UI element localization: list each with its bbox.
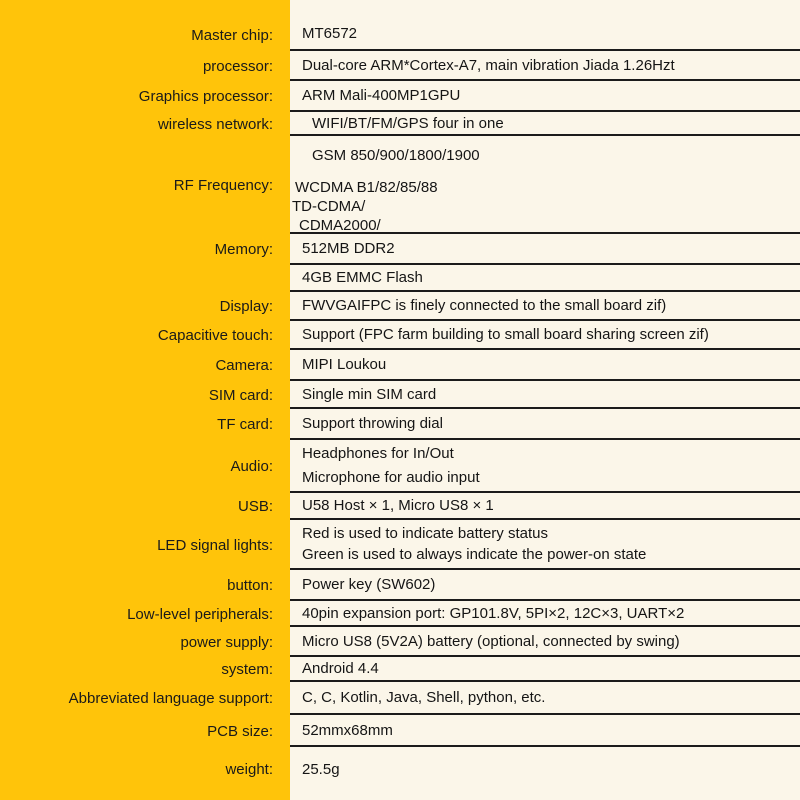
- row-low-level-peripherals: [0, 601, 800, 627]
- row-storage: [0, 265, 800, 292]
- row-master-chip: [0, 0, 800, 51]
- spec-value-line: Green is used to always indicate the power-on state: [302, 546, 647, 563]
- row-language-support: [0, 682, 800, 715]
- spec-value-line: Microphone for audio input: [302, 468, 480, 486]
- row-led-signal-lights: [0, 520, 800, 570]
- row-system: [0, 657, 800, 682]
- row-wireless-network: [0, 112, 800, 136]
- spec-value: Power key (SW602): [290, 570, 800, 601]
- spec-label: power supply:: [0, 627, 290, 657]
- spec-label: Graphics processor:: [0, 81, 290, 112]
- row-capacitive-touch: [0, 321, 800, 350]
- spec-value: 512MB DDR2: [290, 234, 800, 265]
- spec-value-line: GSM 850/900/1800/1900: [312, 147, 480, 164]
- spec-value: Android 4.4: [290, 657, 800, 682]
- row-processor: [0, 51, 800, 81]
- spec-label: wireless network:: [0, 112, 290, 136]
- spec-value-line: Headphones for In/Out: [302, 444, 454, 462]
- spec-label: SIM card:: [0, 381, 290, 409]
- row-rf-frequency: [0, 136, 800, 234]
- spec-value: 4GB EMMC Flash: [290, 265, 800, 292]
- spec-value-line: WCDMA B1/82/85/88: [295, 179, 438, 196]
- row-pcb-size: [0, 715, 800, 747]
- spec-value: 40pin expansion port: GP101.8V, 5PI×2, 12C×3, UART×2: [290, 601, 800, 627]
- row-audio: [0, 440, 800, 493]
- spec-label: Audio:: [0, 440, 290, 493]
- spec-value: [290, 520, 800, 570]
- spec-value: FWVGAIFPC is finely connected to the small board zif): [290, 292, 800, 321]
- spec-value: MT6572: [290, 0, 800, 51]
- spec-label: Master chip:: [0, 0, 290, 51]
- spec-value: [290, 136, 800, 234]
- row-power-supply: [0, 627, 800, 657]
- spec-label: Camera:: [0, 350, 290, 381]
- spec-label: Memory:: [0, 234, 290, 265]
- row-tf-card: [0, 409, 800, 440]
- spec-value: 25.5g: [290, 747, 800, 800]
- row-sim-card: [0, 381, 800, 409]
- row-button: [0, 570, 800, 601]
- spec-label: [0, 265, 290, 292]
- spec-label: button:: [0, 570, 290, 601]
- spec-value: U58 Host × 1, Micro US8 × 1: [290, 493, 800, 520]
- spec-value-line: Red is used to indicate battery status: [302, 525, 548, 542]
- spec-label: Capacitive touch:: [0, 321, 290, 350]
- spec-value: Micro US8 (5V2A) battery (optional, connected by swing): [290, 627, 800, 657]
- spec-value: Support (FPC farm building to small board sharing screen zif): [290, 321, 800, 350]
- spec-value: C, C, Kotlin, Java, Shell, python, etc.: [290, 682, 800, 715]
- spec-value: MIPI Loukou: [290, 350, 800, 381]
- spec-label: PCB size:: [0, 715, 290, 747]
- spec-label: Display:: [0, 292, 290, 321]
- row-usb: [0, 493, 800, 520]
- row-memory: [0, 234, 800, 265]
- spec-value: Support throwing dial: [290, 409, 800, 440]
- spec-label: weight:: [0, 747, 290, 800]
- spec-value: ARM Mali-400MP1GPU: [290, 81, 800, 112]
- spec-value-line: CDMA2000/: [299, 217, 381, 234]
- row-camera: [0, 350, 800, 381]
- spec-value: [290, 440, 800, 493]
- spec-label: RF Frequency:: [0, 136, 290, 234]
- spec-label: processor:: [0, 51, 290, 81]
- spec-value: Dual-core ARM*Cortex-A7, main vibration Jiada 1.26Hzt: [290, 51, 800, 81]
- spec-label: system:: [0, 657, 290, 682]
- spec-value: Single min SIM card: [290, 381, 800, 409]
- spec-label: LED signal lights:: [0, 520, 290, 570]
- row-display: [0, 292, 800, 321]
- spec-label: Abbreviated language support:: [0, 682, 290, 715]
- spec-value: 52mmx68mm: [290, 715, 800, 747]
- row-graphics-processor: [0, 81, 800, 112]
- spec-value: WIFI/BT/FM/GPS four in one: [290, 112, 800, 136]
- spec-value-line: TD-CDMA/: [292, 198, 366, 215]
- row-weight: [0, 747, 800, 800]
- spec-label: Low-level peripherals:: [0, 601, 290, 627]
- spec-label: TF card:: [0, 409, 290, 440]
- spec-label: USB:: [0, 493, 290, 520]
